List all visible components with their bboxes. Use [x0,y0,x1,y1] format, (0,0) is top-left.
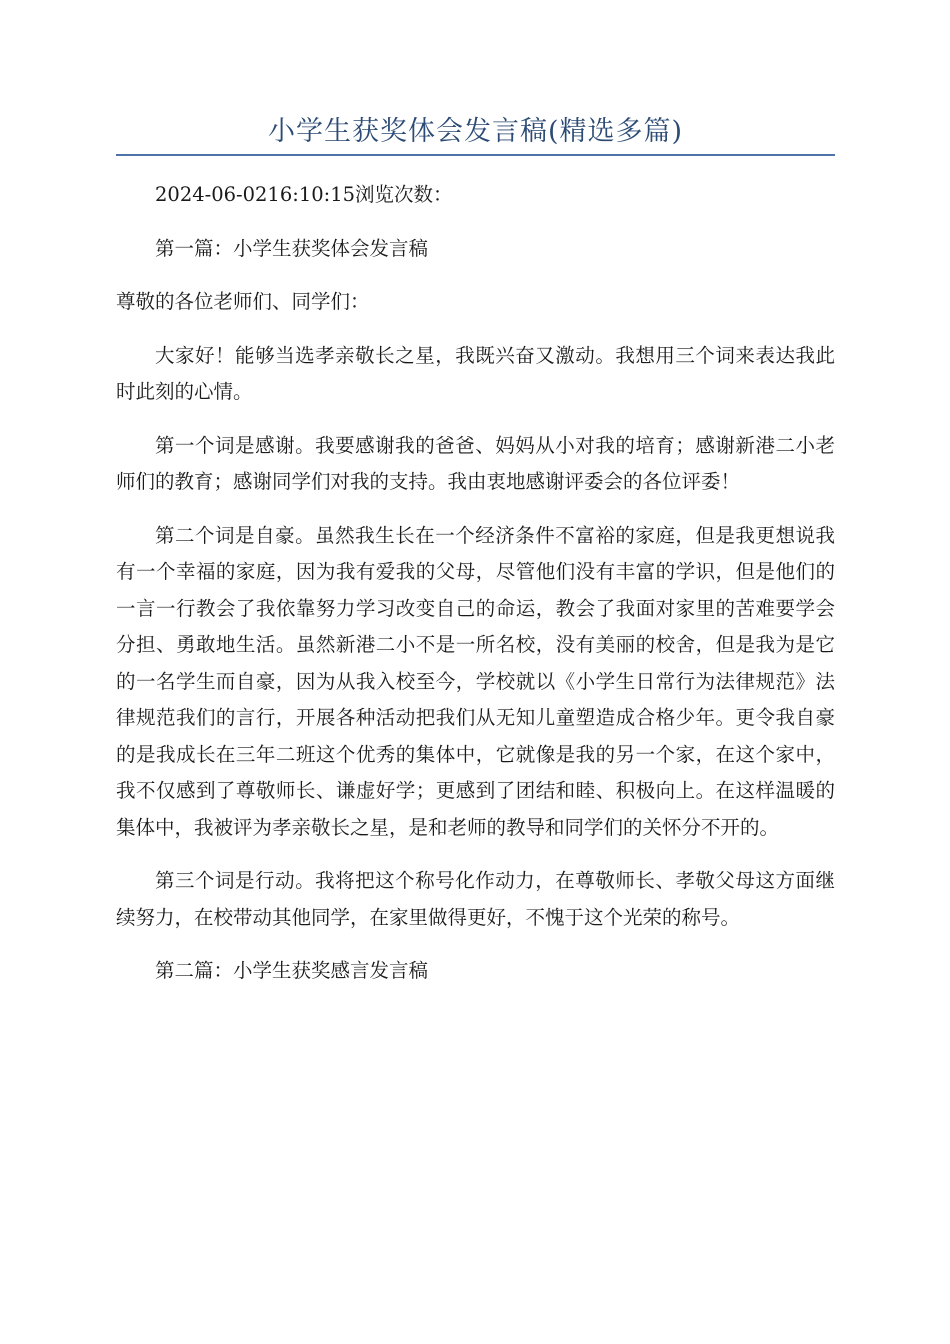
section-heading-1: 第一篇：小学生获奖体会发言稿 [155,236,429,260]
title-divider [116,154,835,156]
paragraph: 第一个词是感谢。我要感谢我的爸爸、妈妈从小对我的培育；感谢新港二小老师们的教育；感谢同学们对我的支持。我由衷地感谢评委会的各位评委！ [116,433,835,493]
paragraph: 第二个词是自豪。虽然我生长在一个经济条件不富裕的家庭，但是我更想说我有一个幸福的家庭，因为我有爱我的父母，尽管他们没有丰富的学识，但是他们的一言一行教会了我依靠努力学习改变自己的命运，教会了我面对家里的苦难要学会分担、勇敢地生活。虽然新港二小不是一所名校，没有美丽的校舍，但是我为是它的一名学生而自豪，因为从我入校至今，学校就以《小学生日常行为法律规范》法律规范我们的言行，开展各种活动把我们从无知儿童塑造成合格少年。更令我自豪的是我成长在三年二班这个优秀的集体中，它就像是我的另一个家，在这个家中，我不仅感到了尊敬师长、谦虚好学；更感到了团结和睦、积极向上。在这样温暖的集体中，我被评为孝亲敬长之星，是和老师的教导和同学们的关怀分不开的。 [116,523,835,839]
section-heading-2: 第二篇：小学生获奖感言发言稿 [155,959,429,982]
meta-line: 2024-06-0216:10:15浏览次数： [155,183,453,206]
paragraph: 大家好！能够当选孝亲敬长之星，我既兴奋又激动。我想用三个词来表达我此时此刻的心情。 [116,343,835,403]
paragraph: 第三个词是行动。我将把这个称号化作动力，在尊敬师长、孝敬父母这方面继续努力，在校带动其他同学，在家里做得更好，不愧于这个光荣的称号。 [116,869,835,929]
document-title: 小学生获奖体会发言稿(精选多篇) [267,116,684,147]
salutation: 尊敬的各位老师们、同学们： [116,290,370,313]
document-body [116,177,835,1007]
